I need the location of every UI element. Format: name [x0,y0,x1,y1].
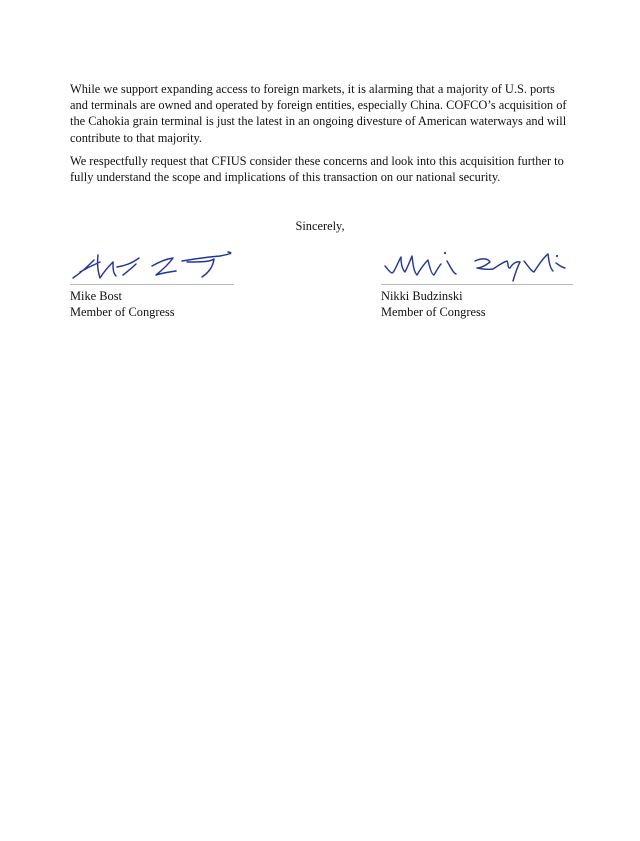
signer-name: Nikki Budzinski [381,289,463,303]
signer-name: Mike Bost [70,289,122,303]
letter-closing: Sincerely, [295,219,345,233]
signature-line [381,284,573,285]
signer-title: Member of Congress [70,304,175,319]
signer-title: Member of Congress [381,304,486,319]
handwritten-signature-nikki-budzinski [381,244,573,284]
letter-paragraph-concern: While we support expanding access to foreign markets, it is alarming that a majority of U.S. ports and terminals are owned and operated by foreign entities, especially China. COFCO’s acquisition of the Cahokia grain terminal is just the latest in an ongoing divesture of American waterways and will contribute to that majority. [70,82,567,145]
signature-block-mike-bost [70,244,234,320]
handwritten-signature-mike-bost [70,244,234,284]
signature-line [70,284,234,285]
signature-block-nikki-budzinski [381,244,573,320]
letter-paragraph-request: We respectfully request that CFIUS consider these concerns and look into this acquisition further to fully understand the scope and implications of this transaction on our national security. [70,154,564,185]
